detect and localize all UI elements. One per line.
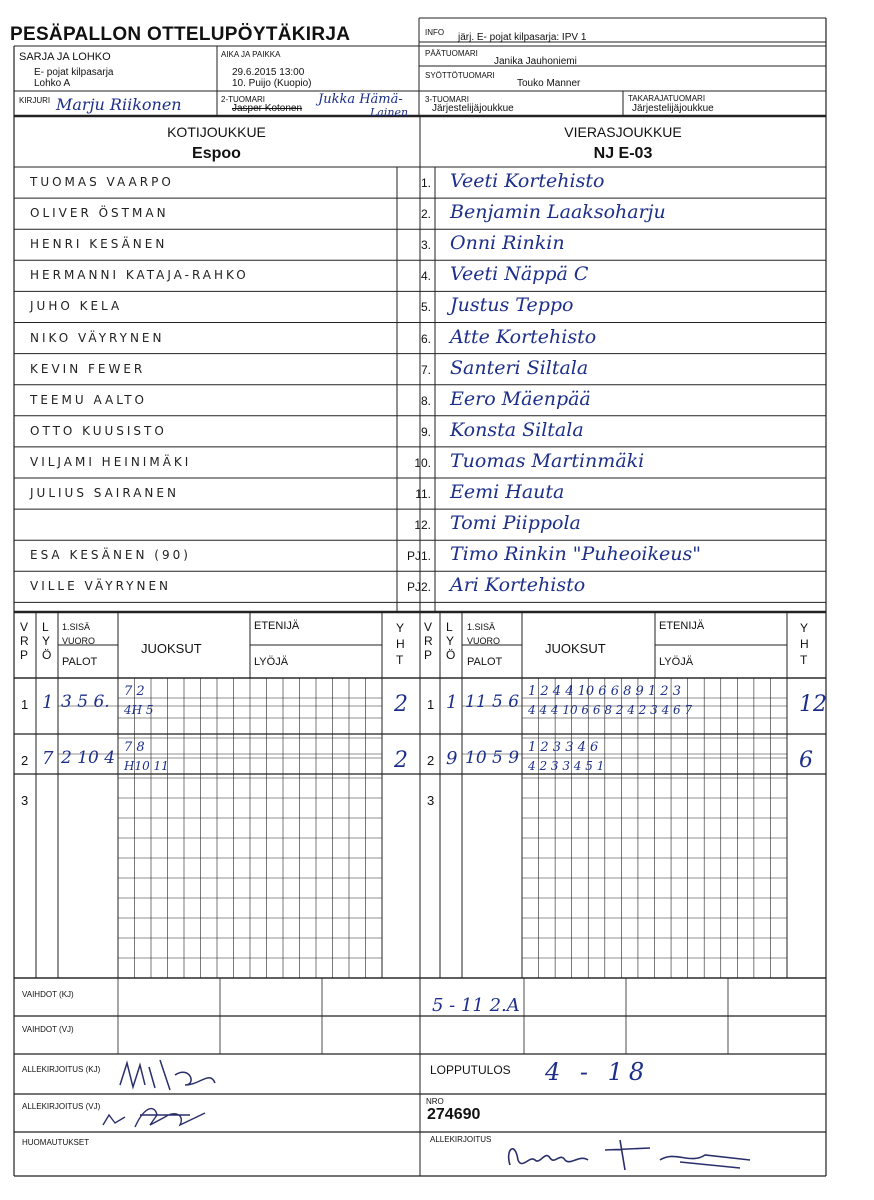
away-player-name: Benjamin Laaksoharju [450, 201, 666, 224]
paatuomari-value: Janika Jauhoniemi [494, 56, 577, 67]
away-period-number: 3 [427, 793, 435, 808]
col-lyo-label: L Y Ö [42, 620, 52, 662]
player-number: 6. [420, 331, 431, 346]
away-palot-label: PALOT [467, 656, 503, 668]
away-player-name: Veeti Näppä C [450, 263, 589, 286]
home-player-name: OLIVER ÖSTMAN [30, 206, 169, 221]
home-team-label: KOTIJOUKKUE [167, 124, 266, 140]
away-player-name: Tomi Piippola [450, 512, 581, 535]
kirjuri-signature: Marju Riikonen [56, 95, 182, 114]
away-player-name: Eemi Hauta [450, 481, 565, 503]
away-team-name: NJ E-03 [593, 145, 653, 162]
aika-value-1: 29.6.2015 13:00 [232, 67, 305, 78]
player-number: 5. [420, 300, 431, 315]
takarajatuomari-value: Järjestelijäjoukkue [632, 103, 714, 114]
away-runs-bottom: 4 4 4 10 6 6 8 2 4 2 3 4 6 7 [528, 703, 693, 717]
away-period-number: 1 [427, 697, 435, 712]
vaihdot-note: 5 - 11 2.A [432, 995, 520, 1016]
sarja-label: SARJA JA LOHKO [19, 51, 111, 63]
home-period-lyo: 1 [42, 692, 54, 713]
kirjuri-label: KIRJURI [19, 96, 51, 105]
away-col-lyo-label: L Y Ö [446, 620, 456, 662]
home-player-name: HENRI KESÄNEN [30, 237, 168, 252]
away-juoksut-label: JUOKSUT [545, 641, 606, 656]
aika-label: AIKA JA PAIKKA [221, 50, 281, 59]
home-player-name: NIKO VÄYRYNEN [30, 330, 165, 345]
home-period-number: 3 [21, 793, 29, 808]
player-number: PJ1. [406, 549, 431, 564]
home-player-name: HERMANNI KATAJA-RAHKO [30, 268, 249, 283]
player-number: 4. [420, 269, 431, 284]
huomautukset-label: HUOMAUTUKSET [22, 1138, 90, 1147]
home-period-total: 2 [394, 692, 408, 717]
home-runs-bottom: H10 11 [124, 759, 169, 773]
away-vuoro-label: VUORO [467, 636, 501, 646]
home-player-name: JUHO KELA [30, 299, 123, 314]
away-etenija-label: ETENIJÄ [659, 620, 705, 632]
away-runs-top: 1 2 4 4 10 6 6 8 9 1 2 3 [528, 684, 681, 699]
tuomari2-handwritten-2: Lainen [370, 106, 409, 119]
away-period-lyo: 1 [446, 692, 458, 713]
away-lyoja-label: LYÖJÄ [659, 656, 694, 668]
away-player-name: Santeri Siltala [450, 356, 589, 379]
vaihdot-vj-label: VAIHDOT (VJ) [22, 1025, 74, 1034]
tuomari3-value: Järjestelijäjoukkue [432, 103, 514, 114]
home-signature [115, 1055, 225, 1095]
info-value: järj. E- pojat kilpasarja: IPV 1 [458, 32, 587, 43]
home-player-name: JULIUS SAIRANEN [30, 486, 179, 500]
allekirjoitus-label: ALLEKIRJOITUS [430, 1135, 492, 1144]
home-player-name: TEEMU AALTO [30, 392, 148, 407]
referee-signature [500, 1130, 770, 1180]
home-period-lyo: 7 [42, 748, 54, 769]
away-player-name: Tuomas Martinmäki [450, 449, 645, 472]
away-runs-top: 1 2 3 3 4 6 [528, 740, 599, 755]
info-label: INFO [425, 28, 445, 37]
player-number: 8. [420, 393, 431, 408]
tuomari2-handwritten: Jukka Hämä- [318, 92, 403, 107]
lopputulos-value: 4 - 18 [545, 1058, 651, 1086]
player-number: 7. [420, 362, 431, 377]
form-title: PESÄPALLON OTTELUPÖYTÄKIRJA [10, 24, 351, 45]
away-period-total: 6 [799, 748, 813, 773]
home-runs-top: 7 8 [124, 740, 145, 755]
vaihdot-kj-label: VAIHDOT (KJ) [22, 990, 74, 999]
home-period-palot: 3 5 6. [61, 692, 110, 712]
syottotuomari-value: Touko Manner [517, 78, 581, 89]
nro-label: NRO [426, 1097, 444, 1106]
away-player-name: Eero Mäenpää [450, 387, 591, 410]
vuoro-label: VUORO [62, 636, 96, 646]
player-number: PJ2. [406, 580, 431, 595]
palot-label: PALOT [62, 656, 98, 668]
away-sisa-label: 1.SISÄ [467, 622, 496, 632]
player-number: 1. [420, 176, 431, 190]
col-vrp-label: V R P [20, 620, 29, 662]
allekirjoitus-vj-label: ALLEKIRJOITUS (VJ) [22, 1102, 101, 1111]
col-yht-label: Y H T [396, 621, 405, 667]
home-period-total: 2 [394, 748, 408, 773]
away-player-name: Timo Rinkin "Puheoikeus" [450, 543, 701, 566]
away-col-yht-label: Y H T [800, 621, 809, 667]
home-runs-bottom: 4H 5 [124, 703, 154, 717]
away-team-label: VIERASJOUKKUE [564, 124, 682, 140]
paatuomari-label: PÄÄTUOMARI [425, 49, 478, 58]
away-period-number: 2 [427, 753, 435, 768]
home-player-name: ESA KESÄNEN (90) [30, 548, 191, 563]
home-team-name: Espoo [192, 145, 241, 162]
home-runs-top: 7 2 [124, 684, 145, 699]
sarja-value-1: E- pojat kilpasarja [34, 67, 114, 78]
player-number: 2. [420, 207, 431, 222]
home-period-number: 2 [21, 753, 29, 768]
away-player-name: Veeti Kortehisto [450, 170, 605, 192]
lopputulos-label: LOPPUTULOS [430, 1063, 511, 1077]
player-number: 12. [414, 518, 431, 533]
nro-value: 274690 [427, 1106, 481, 1123]
away-player-name: Justus Teppo [450, 294, 574, 317]
home-player-name: TUOMAS VAARPO [30, 175, 174, 189]
lyoja-label: LYÖJÄ [254, 656, 289, 668]
home-player-name: VILJAMI HEINIMÄKI [30, 454, 192, 469]
home-player-name: OTTO KUUSISTO [30, 423, 167, 438]
tuomari3-label: 3-TUOMARI [425, 95, 469, 104]
allekirjoitus-kj-label: ALLEKIRJOITUS (KJ) [22, 1065, 101, 1074]
syottotuomari-label: SYÖTTÖTUOMARI [425, 71, 495, 80]
away-period-lyo: 9 [446, 748, 458, 769]
away-player-name: Ari Kortehisto [450, 574, 586, 597]
home-period-number: 1 [21, 697, 29, 712]
player-number: 9. [420, 424, 431, 439]
tuomari2-label: 2-TUOMARI [221, 95, 265, 104]
home-player-name: KEVIN FEWER [30, 361, 146, 376]
sarja-value-2: Lohko A [34, 78, 71, 89]
tuomari2-value: Jasper Kotonen [232, 103, 303, 114]
away-period-total: 12 [799, 692, 827, 717]
home-period-palot: 2 10 4 [61, 748, 116, 768]
away-period-palot: 11 5 6 [465, 692, 520, 712]
sisa-label: 1.SISÄ [62, 622, 91, 632]
home-player-name: VILLE VÄYRYNEN [30, 579, 171, 594]
away-col-vrp-label: V R P [424, 620, 433, 662]
player-number: 11. [415, 487, 431, 501]
away-period-palot: 10 5 9 [465, 748, 520, 768]
player-number: 3. [420, 238, 431, 253]
takarajatuomari-label: TAKARAJATUOMARI [628, 94, 706, 103]
juoksut-label: JUOKSUT [141, 641, 202, 656]
etenija-label: ETENIJÄ [254, 620, 300, 632]
away-player-name: Konsta Siltala [450, 418, 584, 441]
away-player-name: Onni Rinkin [450, 232, 565, 255]
away-player-name: Atte Kortehisto [450, 325, 597, 348]
away-runs-bottom: 4 2 3 3 4 5 1 [528, 759, 605, 773]
away-signature [95, 1095, 225, 1135]
player-number: 10. [414, 455, 431, 470]
aika-value-2: 10. Puijo (Kuopio) [232, 78, 312, 89]
